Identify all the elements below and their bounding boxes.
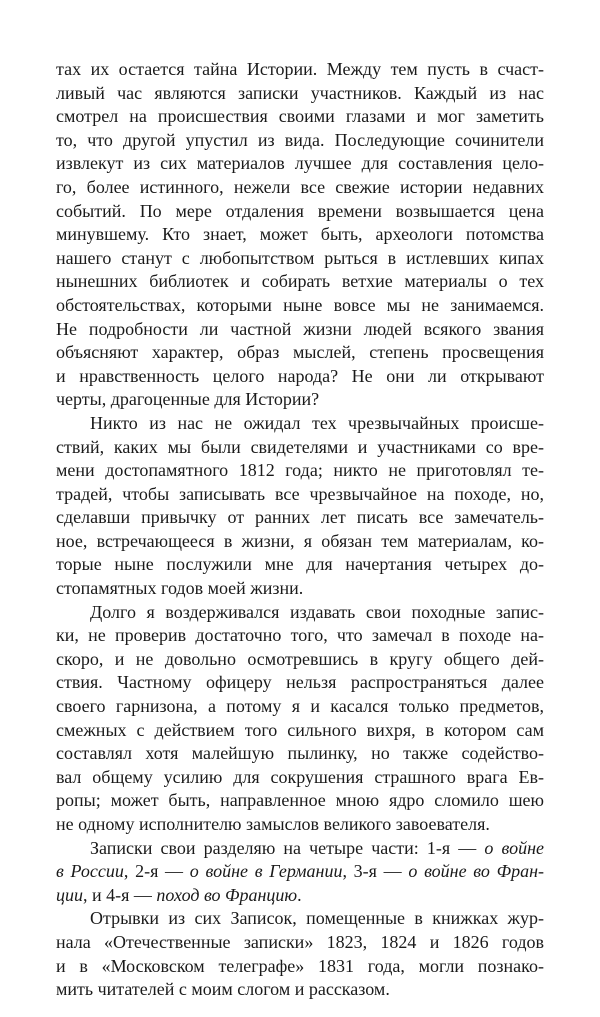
text-segment: событий. По мере отдаления времени возвышается цена <box>56 200 544 221</box>
text-segment: тах их остается тайна Истории. Между тем пусть в счаст- <box>56 59 544 79</box>
text-segment: обстоятельствах, которыми ныне вовсе мы не занимаемся. <box>56 294 544 315</box>
text-segment: скоро, и не довольно осмотревшись в кругу общего дей- <box>56 648 544 669</box>
text-segment: , 2-я — <box>123 861 190 882</box>
text-segment: мени достопамятного 1812 года; никто не приготовлял те- <box>56 460 544 481</box>
italic-text: поход во Францию <box>156 884 298 905</box>
text-segment: смежных с действием того сильного вихря, в котором сам <box>56 719 544 740</box>
text-segment: извлекут из сих материалов лучшее для составления цело- <box>56 153 544 174</box>
text-line <box>56 766 544 790</box>
text-segment: своего гарнизона, а потому я и касался только предметов, <box>56 696 544 717</box>
text-line <box>56 553 544 577</box>
text-line <box>56 483 544 507</box>
paragraph <box>56 58 544 412</box>
text-line <box>56 270 544 294</box>
text-segment: торые ныне послужили мне для начертания четырех до- <box>56 554 544 575</box>
text-segment: составлял хотя малейшую пылинку, но также содейство- <box>56 743 544 764</box>
text-line <box>56 813 544 837</box>
paragraph <box>56 907 544 1001</box>
book-page-text <box>56 58 544 1002</box>
text-line <box>56 82 544 106</box>
text-segment: ки, не проверив достаточно того, что замечал в походе на- <box>56 625 544 646</box>
text-line <box>56 789 544 813</box>
text-line <box>56 506 544 530</box>
text-line <box>56 223 544 247</box>
text-line <box>56 648 544 672</box>
text-segment: и нравственность целого народа? Не они ли открывают <box>56 365 544 386</box>
text-segment: объясняют характер, образ мыслей, степень просвещения <box>56 342 544 363</box>
text-line <box>56 129 544 153</box>
text-line <box>56 530 544 554</box>
text-segment: ропы; может быть, направленное мною ядро сломило шею <box>56 790 544 811</box>
text-line <box>56 247 544 271</box>
text-line <box>56 176 544 200</box>
text-segment: то, что другой упустил из вида. Последующие сочинители <box>56 129 544 150</box>
text-segment: Никто из нас не ожидал тех чрезвычайных происше- <box>90 412 544 433</box>
text-line <box>56 318 544 342</box>
paragraph <box>56 412 544 601</box>
text-segment: стопамятных годов моей жизни. <box>56 578 304 599</box>
italic-text: о войне в Германии <box>189 861 343 882</box>
text-segment: не одному исполнителю замыслов великого завоевателя. <box>56 814 490 834</box>
text-line <box>56 742 544 766</box>
text-segment: сделавши привычку от ранних лет писать все замечатель- <box>56 507 544 528</box>
text-line <box>56 860 544 884</box>
text-segment: ствия. Частному офицеру нельзя распространяться далее <box>56 672 544 693</box>
italic-text: ции <box>56 884 83 905</box>
text-segment: и в «Московском телеграфе» 1831 года, могли познако- <box>56 955 544 976</box>
text-line <box>56 577 544 601</box>
text-line <box>56 459 544 483</box>
text-segment: нала «Отечественные записки» 1823, 1824 и 1826 годов <box>56 931 544 952</box>
paragraph <box>56 837 544 908</box>
text-segment: , и 4-я — <box>83 884 157 905</box>
text-segment: нашего станут с любопытством рыться в истлевших кипах <box>56 247 544 268</box>
text-line <box>56 624 544 648</box>
text-line <box>56 931 544 955</box>
text-line <box>56 601 544 625</box>
text-segment: го, более истинного, нежели все свежие истории недавних <box>56 176 544 197</box>
text-segment: Не подробности ли частной жизни людей всякого звания <box>56 318 544 339</box>
text-line <box>56 58 544 82</box>
text-line <box>56 412 544 436</box>
italic-text: о войне <box>484 837 545 858</box>
text-segment: минувшему. Кто знает, может быть, археологи потомства <box>56 224 544 245</box>
text-line <box>56 837 544 861</box>
text-segment: , 3-я — <box>342 861 409 882</box>
text-segment: нынешних библиотек и собирать ветхие материалы о тех <box>56 271 544 292</box>
text-line <box>56 907 544 931</box>
text-segment: традей, чтобы записывать все чрезвычайное на походе, но, <box>56 483 544 504</box>
text-line <box>56 695 544 719</box>
text-line <box>56 671 544 695</box>
italic-text: в России <box>56 861 124 882</box>
text-segment: черты, драгоценные для Истории? <box>56 389 320 410</box>
text-segment: мить читателей с моим слогом и рассказом. <box>56 979 390 1000</box>
text-segment: Записки свои разделяю на четыре части: 1-я — <box>90 837 485 858</box>
paragraph <box>56 601 544 837</box>
text-line <box>56 365 544 389</box>
text-line <box>56 294 544 318</box>
text-segment: ное, встречающееся в жизни, я обязан тем материалам, ко- <box>56 530 544 551</box>
text-line <box>56 200 544 224</box>
text-segment: смотрел на происшествия своими глазами и мог заметить <box>56 106 544 127</box>
text-segment: вал общему усилию для сокрушения страшного врага Ев- <box>56 766 544 787</box>
text-segment: . <box>297 884 302 905</box>
text-line <box>56 955 544 979</box>
text-segment: ливый час являются записки участников. Каждый из нас <box>56 82 544 103</box>
text-line <box>56 152 544 176</box>
text-line <box>56 719 544 743</box>
text-segment: ствий, каких мы были свидетелями и участниками со вре- <box>56 436 544 457</box>
italic-text: о войне во Фран- <box>408 861 544 882</box>
text-line <box>56 978 544 1002</box>
text-line <box>56 105 544 129</box>
text-line <box>56 436 544 460</box>
text-segment: Отрывки из сих Записок, помещенные в книжках жур- <box>90 908 544 929</box>
text-line <box>56 388 544 412</box>
text-line <box>56 341 544 365</box>
text-segment: Долго я воздерживался издавать свои походные запис- <box>90 601 544 622</box>
text-line <box>56 884 544 908</box>
